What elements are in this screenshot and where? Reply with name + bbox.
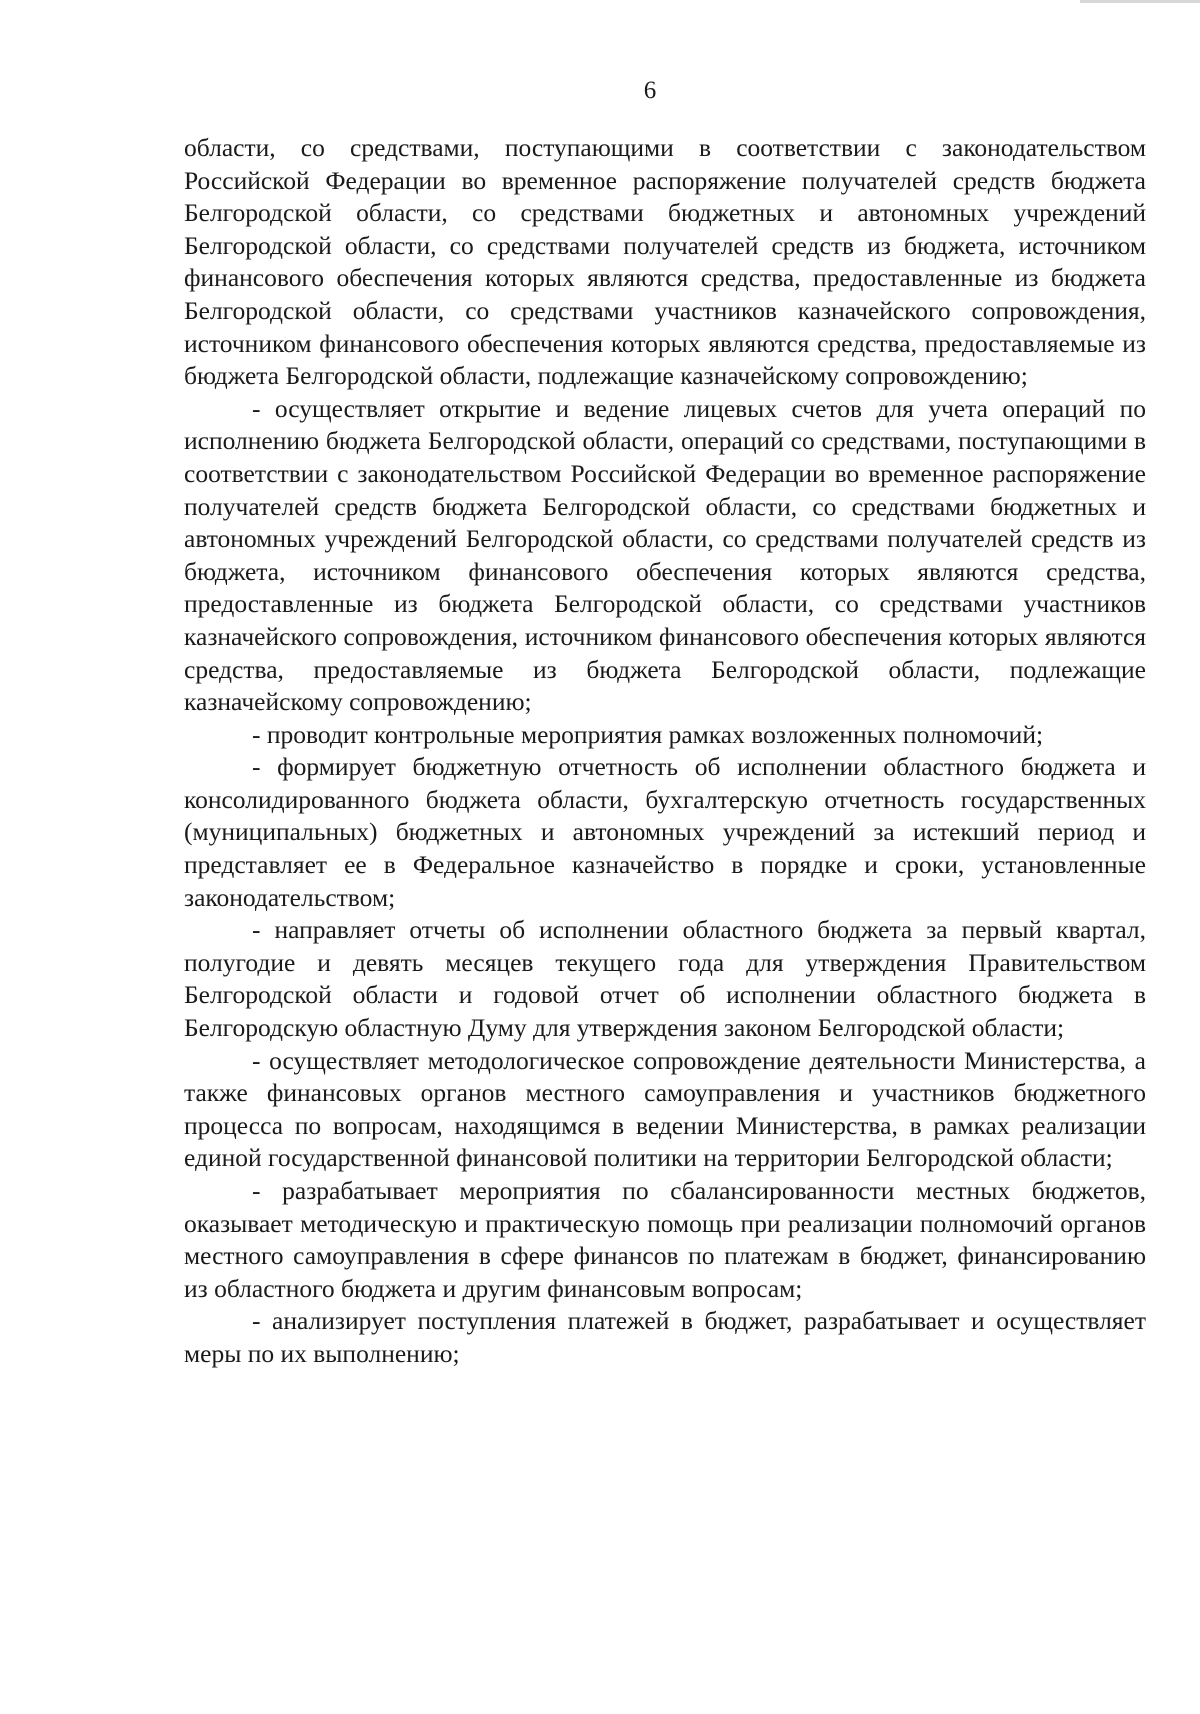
paragraph: - направляет отчеты об исполнении областного бюджета за первый квартал, полугодие и девять месяцев текущего года для утверждения Правительством Белгородской области и годовой отчет об исполнении областного бюджета в Белгородскую областную Думу для утверждения законом Белгородской области; (184, 915, 1146, 1043)
paragraph: - осуществляет методологическое сопровождение деятельности Министерства, а также финансовых органов местного самоуправления и участников бюджетного процесса по вопросам, находящимся в ведении Министерства, в рамках реализации единой государственной финансовой политики на территории Белгородской области; (184, 1045, 1146, 1173)
document-body (184, 132, 1146, 1371)
paragraph: - проводит контрольные мероприятия рамках возложенных полномочий; (252, 719, 1044, 749)
paragraph: - анализирует поступления платежей в бюджет, разрабатывает и осуществляет меры по их выполнению; (184, 1306, 1146, 1368)
paragraph: - формирует бюджетную отчетность об исполнении областного бюджета и консолидированного бюджета области, бухгалтерскую отчетность государственных (муниципальных) бюджетных и автономных учреждений за истекший период и представляет ее в Федеральное казначейство в порядке и сроки, установленные законодательством; (184, 752, 1146, 912)
scan-edge-mark (1080, 0, 1200, 3)
paragraph: - разрабатывает мероприятия по сбалансированности местных бюджетов, оказывает методическую и практическую помощь при реализации полномочий органов местного самоуправления в сфере финансов по платежам в бюджет, финансированию из областного бюджета и другим финансовым вопросам; (184, 1176, 1146, 1303)
paragraph: - осуществляет открытие и ведение лицевых счетов для учета операций по исполнению бюджета Белгородской области, операций со средствами, поступающими в соответствии с законодательством Российской Федерации во временное распоряжение получателей средств бюджета Белгородской области, со средствами бюджетных и автономных учреждений Белгородской области, со средствами получателей средств из бюджета, источником финансового обеспечения которых являются средства, предоставленные из бюджета Белгородской области, со средствами участников казначейского сопровождения, источником финансового обеспечения которых являются средства, предоставляемые из бюджета Белгородской области, подлежащие казначейскому сопровождению; (184, 393, 1146, 717)
page-number: 6 (643, 77, 657, 104)
paragraph: области, со средствами, поступающими в соответствии с законодательством Российской Федерации во временное распоряжение получателей средств бюджета Белгородской области, со средствами бюджетных и автономных учреждений Белгородской области, со средствами получателей средств из бюджета, источником финансового обеспечения которых являются средства, предоставленные из бюджета Белгородской области, со средствами участников казначейского сопровождения, источником финансового обеспечения которых являются средства, предоставляемые из бюджета Белгородской области, подлежащие казначейскому сопровождению; (184, 133, 1146, 391)
